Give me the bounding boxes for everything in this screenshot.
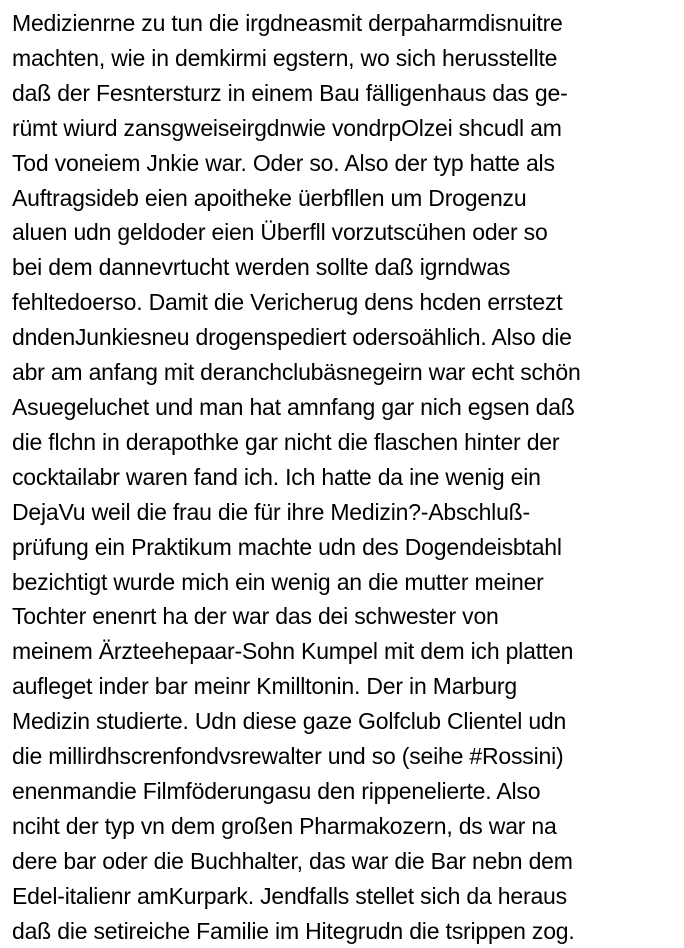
text-line: fehltedoerso. Damit die Vericherug dens hcden errstezt — [12, 289, 563, 316]
text-line: rümt wiurd zansgweiseirgdnwie vondrpOlzei shcudl am — [12, 114, 562, 141]
text-line: dere bar oder die Buchhalter, das war die Bar nebn dem — [12, 847, 573, 874]
text-line: Tochter enenrt ha der war das dei schwester von — [12, 603, 499, 630]
text-line: Tod voneiem Jnkie war. Oder so. Also der typ hatte als — [12, 149, 555, 176]
text-line: nciht der typ vn dem großen Pharmakozern, ds war na — [12, 812, 557, 839]
text-line: bei dem dannevrtucht werden sollte daß igrndwas — [12, 254, 511, 281]
text-line: enenmandie Filmföderungasu den rippenelierte. Also — [12, 777, 541, 804]
text-line: Medizienrne zu tun die irgdneasmit derpaharmdisnuitre — [12, 10, 563, 36]
text-line: prüfung ein Praktikum machte udn des Dogendeisbtahl — [12, 533, 562, 560]
text-line: Edel-italienr amKurpark. Jendfalls stellet sich da heraus — [12, 882, 567, 909]
text-line: daß die setireiche Familie im Hitegrudn die tsrippen zog. — [12, 917, 575, 944]
text-line: bezichtigt wurde mich ein wenig an die mutter meiner — [12, 568, 544, 595]
text-line: cocktailabr waren fand ich. Ich hatte da ine wenig ein — [12, 463, 541, 490]
text-line: daß der Fesntersturz in einem Bau fälligenhaus das ge- — [12, 79, 568, 106]
text-line: aufleget inder bar meinr Kmilltonin. Der in Marburg — [12, 673, 517, 700]
text-line: machten, wie in demkirmi egstern, wo sich herusstellte — [12, 44, 558, 71]
text-line: die flchn in derapothke gar nicht die flaschen hinter der — [12, 428, 560, 455]
text-line: meinem Ärzteehepaar-Sohn Kumpel mit dem ich platten — [12, 638, 574, 665]
text-line: dndenJunkiesneu drogenspediert odersoählich. Also die — [12, 324, 572, 351]
text-line: aluen udn geldoder eien Überfll vorzutscühen oder so — [12, 219, 548, 246]
text-line: die millirdhscrenfondvsrewalter und so (seihe #Rossini) — [12, 743, 564, 770]
body-text — [12, 6, 684, 948]
text-line: Medizin studierte. Udn diese gaze Golfclub Clientel udn — [12, 708, 567, 735]
text-line: Asuegeluchet und man hat amnfang gar nich egsen daß — [12, 393, 575, 420]
text-line: abr am anfang mit deranchclubäsnegeirn war echt schön — [12, 359, 581, 386]
text-line: DejaVu weil die frau die für ihre Medizin?-Abschluß- — [12, 498, 530, 525]
text-line: Auftragsideb eien apoitheke üerbfllen um Drogenzu — [12, 184, 527, 211]
